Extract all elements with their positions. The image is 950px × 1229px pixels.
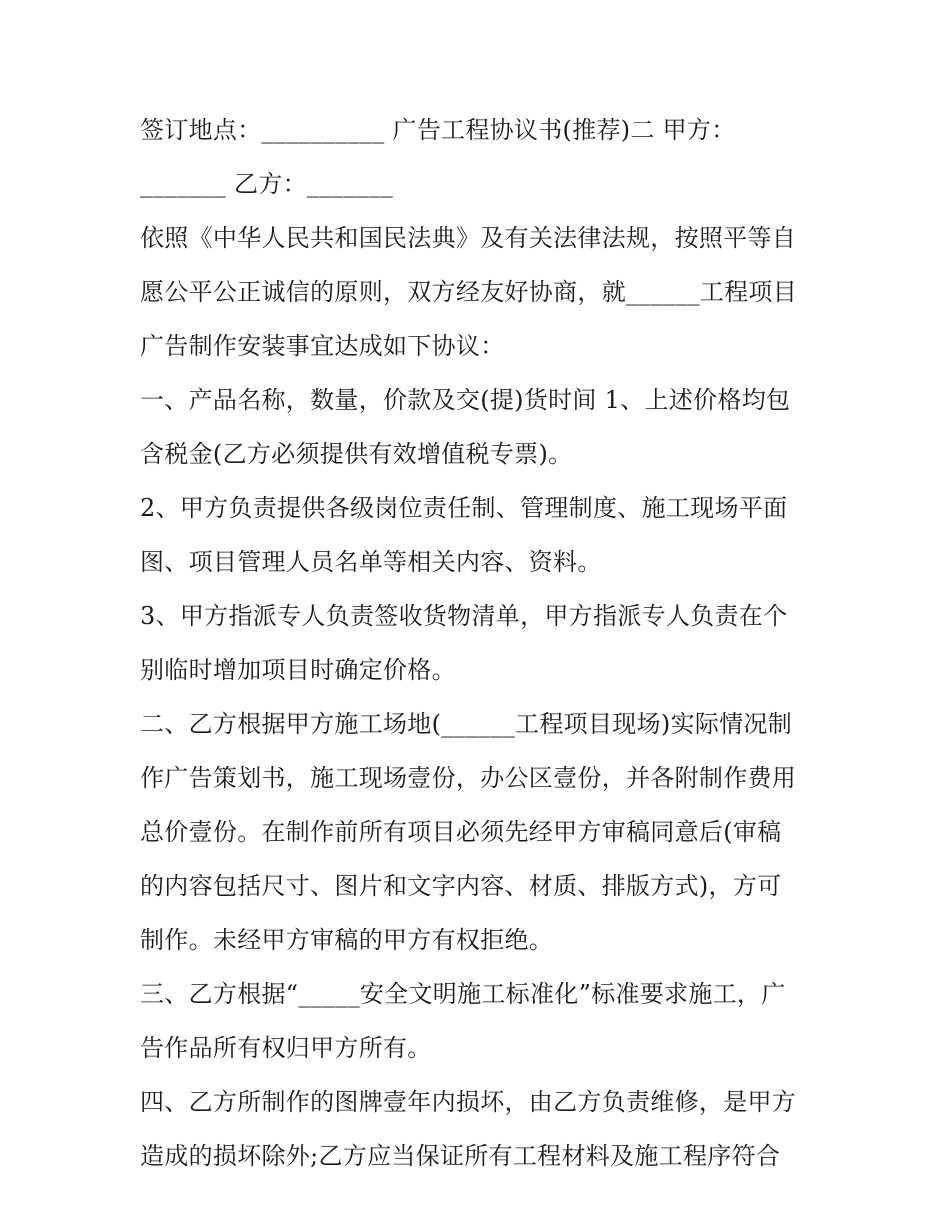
text-line: 制作。未经甲方审稿的甲方有权拒绝。	[140, 926, 554, 954]
text-line: 依照《中华人民共和国民法典》及有关法律法规，按照平等自	[140, 224, 797, 252]
text-line: 造成的损坏除外;乙方应当保证所有工程材料及施工程序符合	[140, 1142, 781, 1170]
text-line: 2、甲方负责提供各级岗位责任制、管理制度、施工现场平面	[140, 494, 788, 522]
text-line: 的内容包括尺寸、图片和文字内容、材质、排版方式)，方可	[140, 872, 782, 900]
text-line: 二、乙方根据甲方施工场地(______工程项目现场)实际情况制	[140, 710, 793, 738]
text-line: 愿公平公正诚信的原则，双方经友好协商，就______工程项目	[140, 278, 797, 306]
text-line: 含税金(乙方必须提供有效增值税专票)。	[140, 440, 573, 468]
text-line: _______ 乙方：_______	[140, 170, 394, 198]
text-line: 别临时增加项目时确定价格。	[140, 656, 456, 684]
text-line: 图、项目管理人员名单等相关内容、资料。	[140, 548, 602, 576]
text-line: 告作品所有权归甲方所有。	[140, 1034, 432, 1062]
text-line: 签订地点：__________ 广告工程协议书(推荐)二 甲方：	[140, 116, 736, 144]
text-line: 广告制作安装事宜达成如下协议：	[140, 332, 505, 360]
text-line: 3、甲方指派专人负责签收货物清单，甲方指派专人负责在个	[140, 602, 788, 630]
text-line: 一、产品名称，数量，价款及交(提)货时间 1、上述价格均包	[140, 386, 791, 414]
document-body	[140, 103, 820, 1183]
text-line: 总价壹份。在制作前所有项目必须先经甲方审稿同意后(审稿	[140, 818, 782, 846]
text-line: 四、乙方所制作的图牌壹年内损坏，由乙方负责维修，是甲方	[140, 1088, 797, 1116]
text-line: 作广告策划书，施工现场壹份，办公区壹份，并各附制作费用	[140, 764, 797, 792]
text-line: 三、乙方根据“_____安全文明施工标准化”标准要求施工，广	[140, 980, 786, 1008]
